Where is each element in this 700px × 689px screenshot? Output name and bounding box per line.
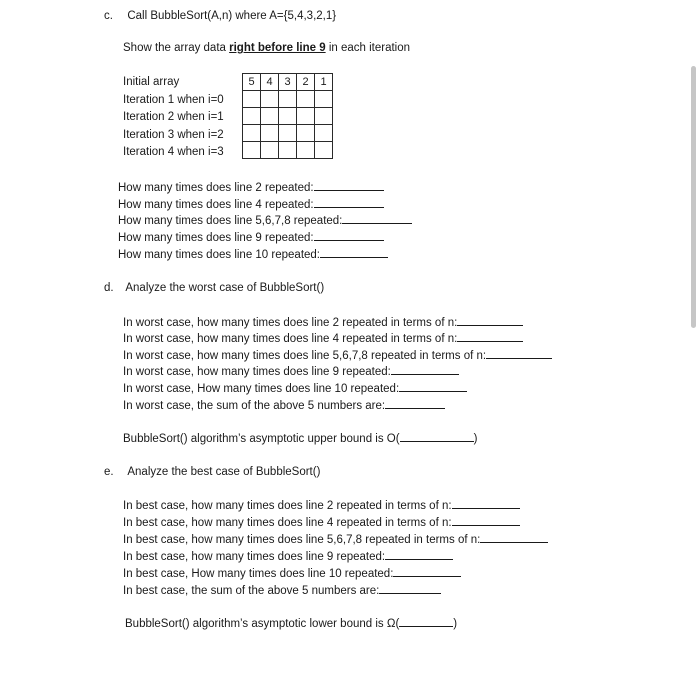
array-table [242,73,333,159]
best-line-5678 [123,532,548,547]
table-row [243,108,333,125]
question-text: In worst case, how many times does line 2 repeated in terms of n: [123,317,458,329]
answer-blank[interactable] [457,331,523,342]
section-e-heading [104,465,320,479]
question-text: In best case, how many times does line 9 repeated: [123,551,386,563]
table-cell: 5 [243,74,261,91]
table-cell: 4 [261,74,279,91]
question-text: How many times does line 4 repeated: [118,199,314,211]
answer-blank[interactable] [393,566,461,577]
table-cell[interactable] [279,142,297,159]
instruction-text: Show the array data [123,42,230,54]
table-cell: 1 [315,74,333,91]
row-label-iteration-2: Iteration 2 when i=1 [123,111,224,123]
answer-blank[interactable] [385,398,445,409]
question-text: How many times does line 2 repeated: [118,182,314,194]
question-text: In best case, the sum of the above 5 numbers are: [123,585,380,597]
section-c-instruction [123,41,410,55]
table-row [243,125,333,142]
question-text: How many times does line 5,6,7,8 repeated: [118,215,343,227]
question-text: In worst case, How many times does line 10 repeated: [123,383,400,395]
section-d-heading [104,281,324,295]
question-text: How many times does line 9 repeated: [118,232,314,244]
question-text: How many times does line 10 repeated: [118,249,320,261]
question-text: In worst case, how many times does line 5,6,7,8 repeated in terms of n: [123,350,487,362]
table-cell[interactable] [243,108,261,125]
row-label-iteration-4: Iteration 4 when i=3 [123,146,224,158]
question-text: In best case, How many times does line 10 repeated: [123,568,394,580]
section-d-marker: d. [104,282,114,294]
question-line-5678-repeated [118,213,412,228]
answer-blank[interactable] [314,230,384,241]
answer-blank[interactable] [385,549,453,560]
bound-close: ) [453,618,458,630]
question-line-2-repeated [118,180,384,195]
question-text: In best case, how many times does line 4 repeated in terms of n: [123,517,452,529]
lower-bound-line [125,616,457,631]
table-cell[interactable] [279,125,297,142]
question-text: In worst case, the sum of the above 5 numbers are: [123,400,386,412]
worst-line-9 [123,364,459,379]
answer-blank[interactable] [452,498,520,509]
bound-text: BubbleSort() algorithm’s asymptotic upper bound is O( [123,433,400,445]
answer-blank[interactable] [391,364,459,375]
table-cell[interactable] [315,142,333,159]
question-text: In worst case, how many times does line 4 repeated in terms of n: [123,333,458,345]
table-cell[interactable] [261,125,279,142]
bound-text: BubbleSort() algorithm’s asymptotic lower bound is Ω( [125,618,400,630]
question-text: In best case, how many times does line 5,6,7,8 repeated in terms of n: [123,534,481,546]
section-e-marker: e. [104,466,114,478]
best-line-2 [123,498,520,513]
best-sum [123,583,441,598]
section-c-title: Call BubbleSort(A,n) where A={5,4,3,2,1} [127,10,337,22]
worst-line-4 [123,331,523,346]
table-row [243,142,333,159]
instruction-emphasis: right before line 9 [229,42,326,54]
answer-blank[interactable] [379,583,441,594]
table-cell[interactable] [261,91,279,108]
section-d-title: Analyze the worst case of BubbleSort() [125,282,325,294]
table-cell[interactable] [297,125,315,142]
table-cell: 2 [297,74,315,91]
question-text: In worst case, how many times does line 9 repeated: [123,366,391,378]
section-c-marker: c. [104,10,113,22]
row-label-iteration-1: Iteration 1 when i=0 [123,94,224,106]
table-cell[interactable] [315,91,333,108]
upper-bound-line [123,431,477,446]
question-text: In best case, how many times does line 2 repeated in terms of n: [123,500,452,512]
answer-blank[interactable] [342,213,412,224]
table-cell[interactable] [243,125,261,142]
table-cell: 3 [279,74,297,91]
answer-blank[interactable] [399,616,453,627]
section-c-heading [104,9,336,23]
table-row [243,91,333,108]
answer-blank[interactable] [486,348,552,359]
best-line-9 [123,549,453,564]
answer-blank[interactable] [452,515,520,526]
table-row [243,74,333,91]
section-e-title: Analyze the best case of BubbleSort() [127,466,321,478]
instruction-text-end: in each iteration [325,42,411,54]
table-cell[interactable] [297,108,315,125]
answer-blank[interactable] [400,431,474,442]
answer-blank[interactable] [457,315,523,326]
answer-blank[interactable] [314,197,384,208]
table-cell[interactable] [261,142,279,159]
table-cell[interactable] [297,142,315,159]
worst-sum [123,398,445,413]
table-cell[interactable] [279,108,297,125]
table-cell[interactable] [261,108,279,125]
table-cell[interactable] [243,142,261,159]
worst-line-5678 [123,348,552,363]
question-line-10-repeated [118,247,388,262]
table-cell[interactable] [315,125,333,142]
question-line-4-repeated [118,197,384,212]
answer-blank[interactable] [480,532,548,543]
vertical-scrollbar[interactable] [691,66,696,328]
row-label-iteration-3: Iteration 3 when i=2 [123,129,224,141]
row-label-initial: Initial array [123,76,180,88]
best-line-10 [123,566,461,581]
bound-close: ) [473,433,478,445]
table-cell[interactable] [297,91,315,108]
answer-blank[interactable] [399,381,467,392]
table-cell[interactable] [279,91,297,108]
answer-blank[interactable] [320,247,388,258]
question-line-9-repeated [118,230,384,245]
table-cell[interactable] [315,108,333,125]
worst-line-10 [123,381,467,396]
answer-blank[interactable] [314,180,384,191]
best-line-4 [123,515,520,530]
worst-line-2 [123,315,523,330]
table-cell[interactable] [243,91,261,108]
